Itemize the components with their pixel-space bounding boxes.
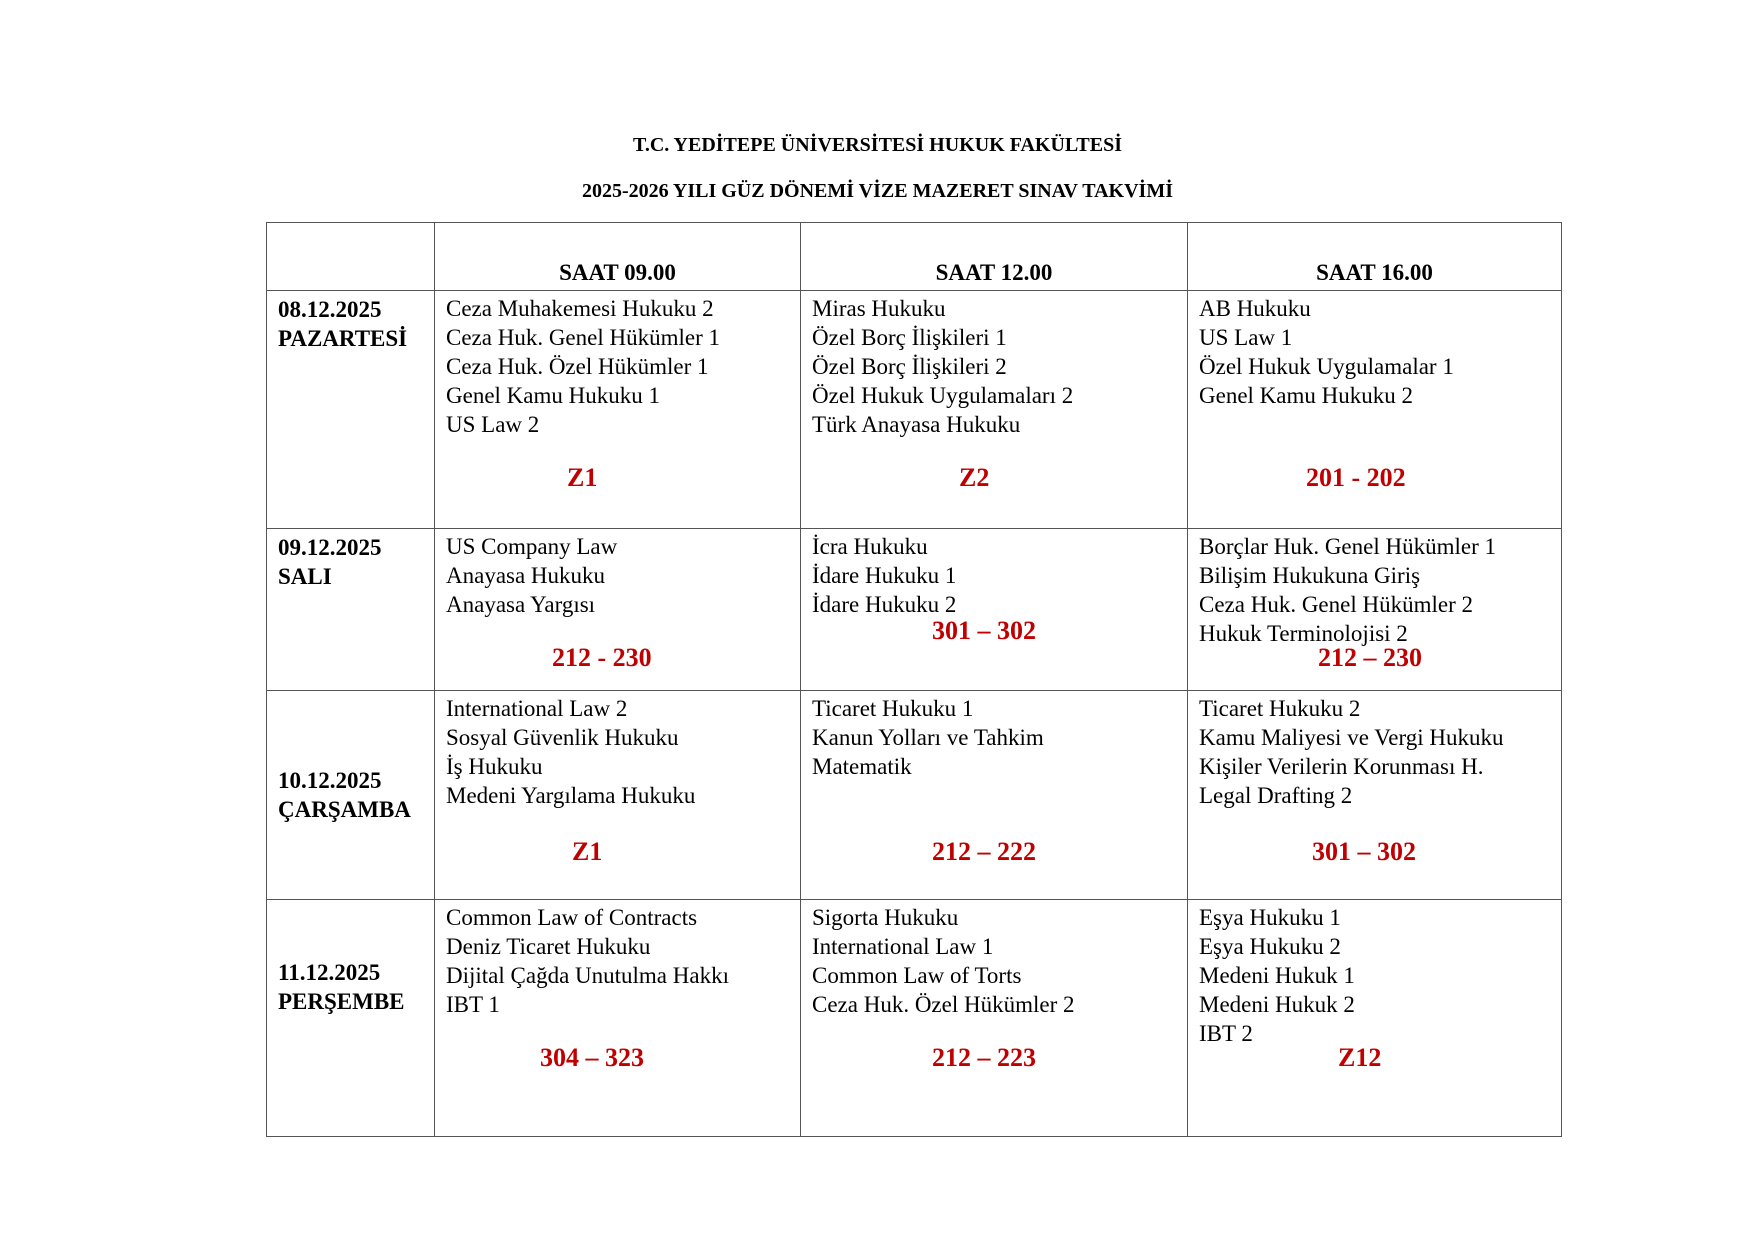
table-row [267,291,1562,529]
course: İdare Hukuku 1 [812,563,957,588]
document-title: T.C. YEDİTEPE ÜNİVERSİTESİ HUKUK FAKÜLTESİ [632,134,1122,156]
day-cell [267,691,435,900]
column-header-1200: SAAT 12.00 [801,223,1188,291]
course: Genel Kamu Hukuku 1 [446,383,660,408]
slot-cell [801,691,1188,900]
course: Eşya Hukuku 1 [1199,905,1341,930]
table-row [267,900,1562,1137]
date: 08.12.2025 [278,297,382,322]
slot-cell [1188,529,1562,691]
course: Özel Borç İlişkileri 1 [812,325,1007,350]
course: International Law 2 [446,696,628,721]
room-label: 304 – 323 [540,1043,644,1072]
course: Sigorta Hukuku [812,905,959,930]
course: Özel Hukuk Uygulamaları 2 [812,383,1074,408]
course: Medeni Hukuk 2 [1199,992,1355,1017]
course: Miras Hukuku [812,296,946,321]
room-label: 212 – 230 [1318,643,1422,672]
column-header-1600: SAAT 16.00 [1188,223,1562,291]
course: Ceza Huk. Özel Hükümler 2 [812,992,1075,1017]
course: Anayasa Hukuku [446,563,606,588]
weekday: PERŞEMBE [278,989,405,1014]
slot-cell [801,291,1188,529]
room-label: Z1 [572,837,603,866]
column-header-0900: SAAT 09.00 [435,223,801,291]
course: Deniz Ticaret Hukuku [446,934,651,959]
course: Ceza Muhakemesi Hukuku 2 [446,296,714,321]
weekday: ÇARŞAMBA [278,797,411,822]
course: İş Hukuku [446,754,543,779]
table-row [267,529,1562,691]
slot-cell [1188,291,1562,529]
document-subtitle: 2025-2026 YILI GÜZ DÖNEMİ VİZE MAZERET SINAV TAKVİMİ [581,180,1174,202]
course: Kanun Yolları ve Tahkim [812,725,1044,750]
course: Özel Hukuk Uygulamalar 1 [1199,354,1454,379]
course: İdare Hukuku 2 [812,592,957,617]
course: Hukuk Terminolojisi 2 [1199,621,1408,646]
room-label: 212 - 230 [552,643,652,672]
course: Legal Drafting 2 [1199,783,1353,808]
slot-cell [435,691,801,900]
date: 11.12.2025 [278,960,381,985]
slot-cell [435,900,801,1137]
course: Dijital Çağda Unutulma Hakkı [446,963,729,988]
course: Ceza Huk. Özel Hükümler 1 [446,354,709,379]
course: Türk Anayasa Hukuku [812,412,1021,437]
course: Bilişim Hukukuna Giriş [1199,563,1421,588]
course: Medeni Hukuk 1 [1199,963,1355,988]
weekday: SALI [278,564,332,589]
course: İcra Hukuku [812,534,928,559]
course: US Law 1 [1199,325,1293,350]
room-label: Z1 [567,463,598,492]
day-cell [267,900,435,1137]
column-header-empty [267,223,435,291]
course: AB Hukuku [1199,296,1311,321]
course: International Law 1 [812,934,994,959]
course: Eşya Hukuku 2 [1199,934,1341,959]
exam-schedule-table [266,222,1562,1137]
course: Common Law of Torts [812,963,1022,988]
room-label: Z2 [959,463,990,492]
slot-cell [1188,900,1562,1137]
course: Ticaret Hukuku 1 [812,696,974,721]
course: Sosyal Güvenlik Hukuku [446,725,679,750]
course: Kamu Maliyesi ve Vergi Hukuku [1199,725,1504,750]
course: Matematik [812,754,912,779]
slot-cell [801,529,1188,691]
course: Medeni Yargılama Hukuku [446,783,696,808]
day-cell [267,529,435,691]
table-row [267,691,1562,900]
room-label: 212 – 223 [932,1043,1036,1072]
slot-cell [435,529,801,691]
course: US Company Law [446,534,618,559]
room-label: Z12 [1338,1043,1382,1072]
course: IBT 1 [446,992,500,1017]
room-label: 301 – 302 [932,616,1036,645]
date: 09.12.2025 [278,535,382,560]
course: Kişiler Verilerin Korunması H. [1199,754,1484,779]
course: Ceza Huk. Genel Hükümler 2 [1199,592,1474,617]
slot-cell [435,291,801,529]
course: Borçlar Huk. Genel Hükümler 1 [1199,534,1497,559]
course: Common Law of Contracts [446,905,698,930]
course: Anayasa Yargısı [446,592,596,617]
slot-cell [801,900,1188,1137]
date: 10.12.2025 [278,768,382,793]
room-label: 201 - 202 [1306,463,1406,492]
slot-cell [1188,691,1562,900]
course: Ticaret Hukuku 2 [1199,696,1361,721]
day-cell [267,291,435,529]
course: US Law 2 [446,412,540,437]
course: Genel Kamu Hukuku 2 [1199,383,1413,408]
course: Ceza Huk. Genel Hükümler 1 [446,325,721,350]
course: IBT 2 [1199,1021,1253,1046]
room-label: 212 – 222 [932,837,1036,866]
weekday: PAZARTESİ [278,326,408,351]
room-label: 301 – 302 [1312,837,1416,866]
header-row [267,223,1562,291]
course: Özel Borç İlişkileri 2 [812,354,1007,379]
